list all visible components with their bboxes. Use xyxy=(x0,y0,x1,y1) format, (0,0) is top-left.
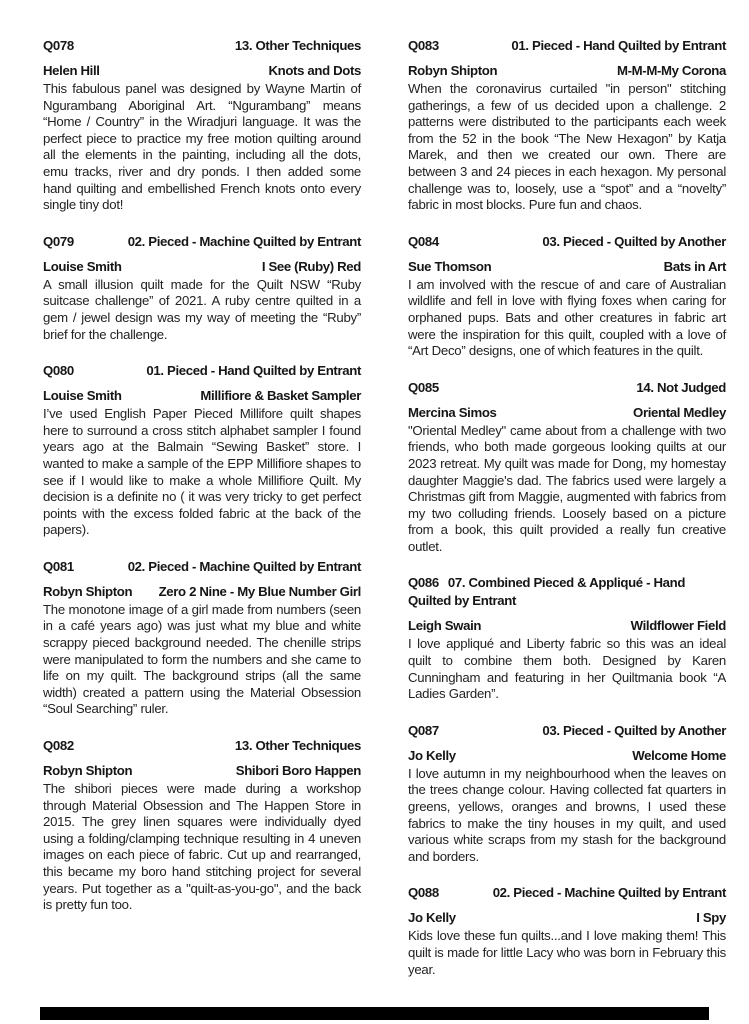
entry-title: Zero 2 Nine - My Blue Number Girl xyxy=(158,583,361,599)
entry-header xyxy=(408,379,726,397)
entry-maker: Jo Kelly xyxy=(408,747,456,763)
entry-Q079 xyxy=(43,233,361,343)
entry-number: Q082 xyxy=(43,738,74,754)
entry-title: Shibori Boro Happen xyxy=(235,763,361,779)
entry-category: 14. Not Judged xyxy=(636,379,726,395)
entry-maker: Louise Smith xyxy=(43,388,122,404)
entry-category: 07. Combined Pieced & Appliqué - Hand Quilted by Entrant xyxy=(408,575,686,609)
entry-number: Q080 xyxy=(43,363,74,379)
entry-title: Welcome Home xyxy=(632,747,726,763)
entry-number: Q078 xyxy=(43,38,74,53)
entry-category: 13. Other Techniques xyxy=(234,738,361,754)
entry-number: Q086 xyxy=(408,575,439,591)
left-column xyxy=(43,37,361,933)
entry-Q082 xyxy=(43,737,361,914)
entry-maker: Robyn Shipton xyxy=(43,583,133,599)
entry-Q087 xyxy=(408,722,726,866)
entry-title: I Spy xyxy=(696,910,726,926)
entry-category: 13. Other Techniques xyxy=(234,38,361,53)
entry-maker: Robyn Shipton xyxy=(408,63,498,78)
entry-number: Q085 xyxy=(408,379,439,395)
entry-title: M-M-M-My Corona xyxy=(616,63,726,78)
entry-maker: Leigh Swain xyxy=(408,618,482,634)
entry-description: This fabulous panel was designed by Wayne Martin of Ngurambang Aboriginal Art. “Ngurambang” means “Home / Country” in the Wiradjuri language. It was the perfect piece to practice my free motion quilting around all the elements in the painting, including all the dots, emu tracks, river and dry ponds. I then added some hand quilting and embellished French knots onto every single tiny dot! xyxy=(43,81,361,213)
entry-number: Q088 xyxy=(408,885,439,901)
entry-category: 03. Pieced - Quilted by Another xyxy=(542,722,726,738)
entry-byline xyxy=(408,616,726,635)
entry-maker: Mercina Simos xyxy=(408,404,497,420)
entry-category: 02. Pieced - Machine Quilted by Entrant xyxy=(127,558,361,574)
entry-category: 02. Pieced - Machine Quilted by Entrant xyxy=(492,885,726,901)
entry-byline xyxy=(408,746,726,765)
entry-maker: Robyn Shipton xyxy=(43,763,133,779)
entry-header xyxy=(408,884,726,902)
entry-Q084 xyxy=(408,233,726,360)
entry-category: 02. Pieced - Machine Quilted by Entrant xyxy=(127,233,361,249)
entry-title: Oriental Medley xyxy=(633,404,726,420)
entry-Q080 xyxy=(43,362,361,539)
entry-title: Bats in Art xyxy=(663,258,726,274)
entry-byline xyxy=(43,761,361,780)
entry-title: Knots and Dots xyxy=(268,63,361,78)
entry-number: Q084 xyxy=(408,233,439,249)
entry-description: I love appliqué and Liberty fabric so this was an ideal quilt to combine them both. Designed by Karen Cunningham and featuring in her Quiltmania book “A Ladies Garden”. xyxy=(408,636,726,702)
entry-Q086 xyxy=(408,574,726,702)
entry-number: Q083 xyxy=(408,38,439,53)
footer-bar xyxy=(40,1007,709,1020)
entry-title: Wildflower Field xyxy=(630,618,726,634)
entry-description: I love autumn in my neighbourhood when the leaves on the trees change colour. Having collected fat quarters in greens, yellows, oranges and browns, I used these fabrics to make the tiny houses in my quilt, and used various white scraps from my stash for the background and borders. xyxy=(408,765,726,864)
entry-description: The shibori pieces were made during a workshop through Material Obsession and The Happen Store in 2015. The grey linen squares were individually dyed using a folding/clamping technique resulting in 4 uneven images on each piece of fabric. Cut up and rearranged, this became my boro hand stitching project for several years. Put together as a "quilt-as-you-go", and the back is pretty fun too. xyxy=(43,781,361,913)
entry-description: "Oriental Medley" came about from a challenge with two friends, who both made gorgeous looking quilts at our 2023 retreat. My quilt was made for Dong, my homestay daughter Maggie's dad. The fabrics used were largely a Christmas gift from Maggie, augmented with fabrics from my two colluding friends. Loosely based on a picture from a book, this quilt provided a really fun creative outlet. xyxy=(408,422,726,554)
entry-byline xyxy=(43,61,361,80)
entry-Q088 xyxy=(408,884,726,978)
entry-maker: Sue Thomson xyxy=(408,258,492,274)
entry-Q083 xyxy=(408,37,726,214)
entry-number: Q087 xyxy=(408,722,439,738)
entry-title: Millifiore & Basket Sampler xyxy=(200,388,361,404)
entry-header xyxy=(408,574,726,610)
entry-description: I’ve used English Paper Pieced Millifore quilt shapes here to surround a cross stitch alphabet sampler I found years ago at the Balmain “Sewing Basket” store. I wanted to make a sample of the EPP Millifiore shapes to see if I would like to make a whole Millifiore Quilt. My decision is a definite no ( it was very tricky to get perfect points with the excess folded fabric at the back of the papers). xyxy=(43,406,361,538)
entry-header xyxy=(408,37,726,55)
entry-header xyxy=(408,233,726,251)
entry-byline xyxy=(43,582,361,601)
entry-number: Q079 xyxy=(43,233,74,249)
entry-maker: Jo Kelly xyxy=(408,910,456,926)
entry-byline xyxy=(408,257,726,276)
entry-category: 01. Pieced - Hand Quilted by Entrant xyxy=(146,363,361,379)
entry-Q085 xyxy=(408,379,726,556)
right-column xyxy=(408,37,726,997)
entry-byline xyxy=(43,386,361,405)
entry-description: I am involved with the rescue of and care of Australian wildlife and fell in love with flying foxes when caring for orphaned pups. Bats and other creatures in fabric art were the inspiration for this quilt, coupled with a love of “Art Deco” designs, one of which features in the quilt. xyxy=(408,276,726,359)
entry-byline xyxy=(408,908,726,927)
entry-byline xyxy=(408,61,726,80)
entry-maker: Louise Smith xyxy=(43,258,122,274)
entry-number: Q081 xyxy=(43,558,74,574)
entry-Q081 xyxy=(43,558,361,718)
entry-category: 01. Pieced - Hand Quilted by Entrant xyxy=(511,38,726,53)
entry-description: A small illusion quilt made for the Quilt NSW “Ruby suitcase challenge” of 2021. A ruby centre quilted in a gem / jewel design was my way of meeting the “Ruby” brief for the challenge. xyxy=(43,276,361,342)
entry-category: 03. Pieced - Quilted by Another xyxy=(542,233,726,249)
entry-byline xyxy=(43,257,361,276)
entry-description: The monotone image of a girl made from numbers (seen in a café years ago) was just what my blue and white scrappy pieced background needed. The chenille strips were manipulated to form the numbers and she came to life on my quilt. The background strips (all the same width) created a pattern using the Material Obsession “Soul Searching” ruler. xyxy=(43,601,361,717)
entry-title: I See (Ruby) Red xyxy=(261,258,361,274)
entry-maker: Helen Hill xyxy=(43,63,100,78)
entry-header xyxy=(43,737,361,755)
entry-header xyxy=(43,233,361,251)
entry-Q078 xyxy=(43,37,361,214)
entry-header xyxy=(43,37,361,55)
entry-description: Kids love these fun quilts...and I love making them! This quilt is made for little Lacy who was born in February this year. xyxy=(408,928,726,977)
entry-header xyxy=(43,362,361,380)
entry-header xyxy=(43,558,361,576)
entry-byline xyxy=(408,403,726,422)
entry-description: When the coronavirus curtailed "in person" stitching gatherings, a few of us decided upon a challenge. 2 patterns were distributed to the participants each week from the 52 in the book “The New Hexagon” by Katja Marek, and then we created our own. There are between 3 and 24 pieces in each hexagon. My personal challenge was to, loosely, use a “spot” and a “novelty” fabric in most blocks. Pure fun and chaos. xyxy=(408,81,726,213)
entry-header xyxy=(408,722,726,740)
